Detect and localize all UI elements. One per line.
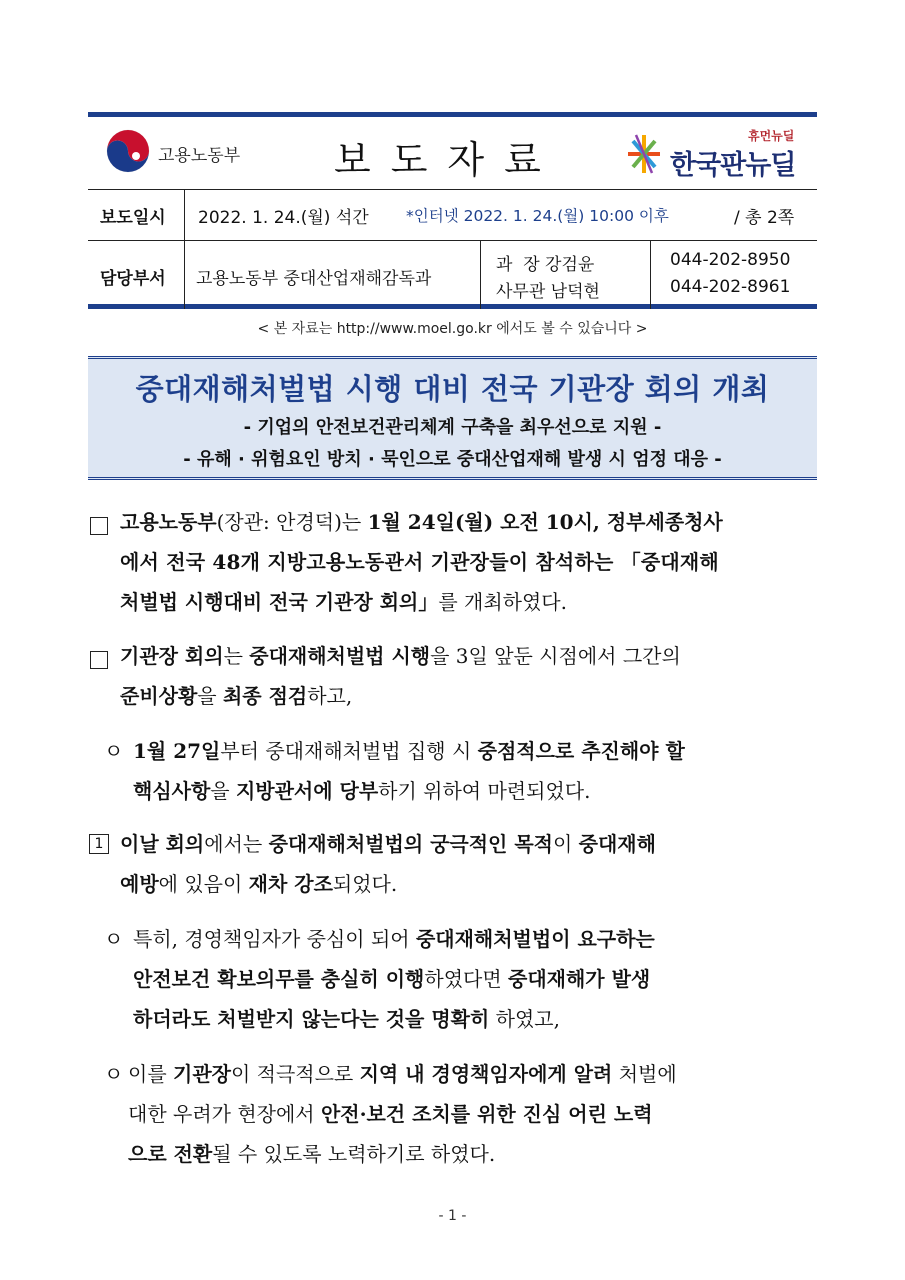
column-divider — [480, 241, 481, 309]
text: 특히, 경영책임자가 중심이 되어 — [133, 927, 416, 951]
text-bold: 준비상황 — [120, 684, 198, 708]
phone-director: 044-202-8950 — [670, 250, 791, 270]
paragraph-3-line-2 — [133, 771, 590, 811]
paragraph-2-line-2 — [120, 676, 352, 716]
text-bold: 지역 내 경영책임자에게 알려 — [359, 1062, 613, 1086]
sub-headline-1: - 기업의 안전보건관리체계 구축을 최우선으로 지원 - — [243, 417, 662, 438]
headline-box — [88, 356, 817, 480]
text: 되었다. — [332, 872, 398, 896]
text-bold: 중대재해 — [578, 832, 656, 856]
new-deal-logo-icon — [624, 131, 664, 177]
text: 이 적극적으로 — [230, 1062, 360, 1086]
text-bold: 중대재해처벌법의 궁극적인 목적 — [268, 832, 553, 856]
text-bold: 중대재해처벌법 시행 — [249, 644, 431, 668]
square-bullet-icon — [90, 651, 108, 669]
text: 이를 — [128, 1062, 173, 1086]
paragraph-4-line-1 — [120, 824, 656, 864]
text: 을 — [197, 684, 223, 708]
text: 처벌에 — [612, 1062, 677, 1086]
text-bold: 이날 회의 — [120, 832, 205, 856]
department-row — [88, 241, 817, 309]
press-header-table — [88, 112, 817, 309]
paragraph-6-line-2 — [128, 1094, 653, 1134]
column-divider — [650, 241, 651, 309]
text-bold: 처벌법 시행대비 전국 기관장 회의」 — [120, 590, 439, 614]
text-bold: 안전·보건 조치를 위한 진심 어린 노력 — [320, 1102, 653, 1126]
circle-bullet-icon: ㅇ — [104, 927, 124, 951]
text: 대한 우려가 현장에서 — [128, 1102, 321, 1126]
text: 는 — [223, 644, 250, 668]
text-bold: 1월 27일 — [133, 739, 221, 763]
new-deal-name: 한국판뉴딜 — [670, 150, 796, 181]
header-logo-row — [88, 117, 817, 190]
paragraph-5-line-3 — [133, 999, 560, 1039]
text-bold: 중대재해처벌법이 요구하는 — [415, 927, 655, 951]
text: 에 있음이 — [158, 872, 249, 896]
release-date: 2022. 1. 24.(월) 석간 — [198, 208, 369, 228]
text-bold: 고용노동부 — [120, 510, 217, 534]
new-deal-subtitle: 휴먼뉴딜 — [748, 129, 795, 143]
paragraph-1-line-2 — [120, 542, 719, 582]
text-bold: 에서 전국 48개 지방고용노동관서 기관장들이 참석하는 「중대재해 — [120, 550, 719, 574]
page-number: - 1 - — [438, 1208, 467, 1224]
text-bold: 1월 24일(월) 오전 10시, 정부세종청사 — [367, 510, 723, 534]
moel-logo-icon — [106, 129, 150, 173]
text-bold: 최종 점검 — [222, 684, 308, 708]
text-bold: 중점적으로 추진해야 할 — [477, 739, 685, 763]
text-bold: 핵심사항 — [133, 779, 211, 803]
text-bold: 하더라도 처벌받지 않는다는 것을 명확히 — [133, 1007, 490, 1031]
text: 하기 위하여 마련되었다. — [378, 779, 591, 803]
text: 에서는 — [204, 832, 269, 856]
circle-bullet-icon: ㅇ — [104, 1062, 124, 1086]
square-bullet-icon — [90, 517, 108, 535]
release-label: 보도일시 — [100, 208, 166, 228]
paragraph-5-line-2 — [133, 959, 650, 999]
text-bold: 기관장 회의 — [120, 644, 224, 668]
paragraph-6-line-3 — [128, 1134, 495, 1174]
paragraph-5-line-1 — [133, 919, 655, 959]
sub-headline-2: - 유해 · 위험요인 방치 · 묵인으로 중대산업재해 발생 시 엄정 대응 - — [183, 449, 722, 470]
ministry-name: 고용노동부 — [158, 146, 241, 166]
text: 를 개최하였다. — [438, 590, 567, 614]
paragraph-1-line-1 — [120, 502, 723, 542]
text: 하였고, — [489, 1007, 560, 1031]
text: (장관: 안경덕)는 — [216, 510, 368, 534]
text-bold: 기관장 — [173, 1062, 231, 1086]
document-type-title: 보도자료 — [334, 138, 561, 182]
text-bold: 중대재해가 발생 — [508, 967, 651, 991]
paragraph-4-line-2 — [120, 864, 397, 904]
text-bold: 안전보건 확보의무를 충실히 이행 — [133, 967, 425, 991]
text-bold: 예방 — [120, 872, 159, 896]
phone-officer: 044-202-8961 — [670, 277, 791, 297]
paragraph-3-line-1 — [133, 731, 685, 771]
paragraph-1-line-3 — [120, 582, 567, 622]
page-total: / 총 2쪽 — [734, 208, 795, 228]
text-bold: 으로 전환 — [128, 1142, 213, 1166]
text-bold: 지방관서에 당부 — [235, 779, 379, 803]
text: 부터 중대재해처벌법 집행 시 — [220, 739, 478, 763]
column-divider — [184, 190, 185, 240]
text: 이 — [552, 832, 579, 856]
paragraph-6-line-1 — [128, 1054, 677, 1094]
department-name: 고용노동부 중대산업재해감독과 — [196, 269, 432, 289]
release-date-row — [88, 190, 817, 241]
internet-release: *인터넷 2022. 1. 24.(월) 10:00 이후 — [406, 207, 669, 225]
contact-officer: 사무관 남덕현 — [496, 282, 600, 302]
paragraph-2-line-1 — [120, 636, 681, 676]
department-label: 담당부서 — [100, 269, 166, 289]
text: 될 수 있도록 노력하기로 하였다. — [212, 1142, 496, 1166]
text: 을 — [210, 779, 236, 803]
contact-director: 과 장 강검윤 — [496, 255, 595, 275]
column-divider — [184, 241, 185, 309]
website-notice: < 본 자료는 http://www.moel.go.kr 에서도 볼 수 있습니다 > — [257, 321, 648, 337]
text: 하고, — [307, 684, 353, 708]
text: 을 3일 앞둔 시점에서 그간의 — [430, 644, 681, 668]
number-box-bullet: 1 — [89, 834, 109, 854]
main-headline: 중대재해처벌법 시행 대비 전국 기관장 회의 개최 — [135, 372, 770, 406]
text-bold: 재차 강조 — [248, 872, 333, 896]
text: 하였다면 — [424, 967, 509, 991]
circle-bullet-icon: ㅇ — [104, 739, 124, 763]
